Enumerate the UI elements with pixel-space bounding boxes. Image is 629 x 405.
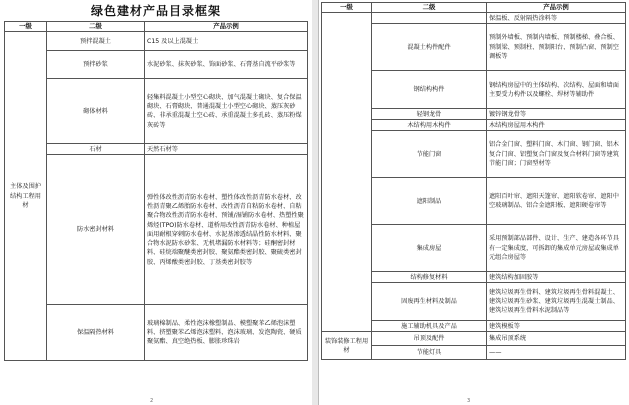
- page-number-left: 2: [150, 398, 154, 404]
- level2-cell: 砌体材料: [47, 79, 145, 144]
- table-row: [322, 332, 626, 346]
- level2-cell: 结构修复材料: [372, 272, 487, 283]
- catalog-table-right: [321, 2, 626, 360]
- example-cell: 集成吊顶系统: [487, 332, 626, 346]
- header-level2: 二级: [47, 22, 145, 32]
- example-cell: ——: [487, 346, 626, 360]
- level2-cell: 混凝土构件配件: [372, 24, 487, 71]
- example-cell: 轻集料混凝土小型空心砌块、加气混凝土砌块、复合保温砌块、石膏砌块、普通混凝土小型空心砌块、蒸压灰砂砖、非承重混凝土空心砖、承重混凝土多孔砖、蒸压粉煤灰砖等: [145, 79, 308, 144]
- table-header-row: [5, 22, 308, 32]
- table-row: [5, 79, 308, 144]
- header-level1: 一级: [322, 3, 372, 13]
- example-cell: 采用预制部品部件、设计、生产、建造各环节具有一定集成度，可拆卸的集成单元房屋或集成单元组合房屋等: [487, 225, 626, 272]
- level2-cell: 施工辅助机具及产品: [372, 321, 487, 332]
- level2-cell: 节能门窗: [372, 131, 487, 178]
- example-cell: 水泥砂浆、抹灰砂浆、饰面砂浆、石膏基自流平砂浆等: [145, 51, 308, 79]
- level2-cell: 遮阳制品: [372, 178, 487, 225]
- example-cell: 镀锌钢龙骨等: [487, 109, 626, 120]
- category-continued: [322, 13, 372, 332]
- level2-cell: 木结构用木构件: [372, 120, 487, 131]
- example-cell: 建筑结构加固胶等: [487, 272, 626, 283]
- document-title: 绿色建材产品目录框架: [90, 4, 221, 18]
- category-structural: 主体及围护结构工程用材: [5, 32, 47, 361]
- level2-cell: 预拌砂浆: [47, 51, 145, 79]
- table-header-row: [322, 3, 626, 13]
- header-level2: 二级: [372, 3, 487, 13]
- example-cell: 钢结构房屋中的主体结构、次结构、屋面和墙面主要受力构件以及螺栓、焊材等辅助件: [487, 71, 626, 109]
- example-cell: 建筑垃圾再生骨料、建筑垃圾再生骨料混凝土、建筑垃圾再生砂浆、建筑垃圾再生混凝土制品、建筑垃圾再生骨料水泥制品等: [487, 283, 626, 321]
- level2-cell: 防水密封材料: [47, 155, 145, 305]
- example-cell: 保温板、反射隔热涂料等: [487, 13, 626, 24]
- table-row: [5, 155, 308, 305]
- left-page: [0, 0, 312, 405]
- example-cell: 遮阳百叶帘、遮阳天篷帘、遮阳软卷帘、遮阳中空玻璃制品、铝合金遮阳板、遮阳硬卷帘等: [487, 178, 626, 225]
- level2-cell: 集成房屋: [372, 225, 487, 272]
- example-cell: 预制外墙板、预制内墙板、预制楼梯、叠合板、预制梁、预制柱、预制阳台、预制凸窗、预制空调板等: [487, 24, 626, 71]
- catalog-table-left: [4, 21, 308, 361]
- level2-cell: 保温隔热材料: [47, 305, 145, 361]
- example-cell: C15 及以上混凝土: [145, 32, 308, 51]
- header-level1: 一级: [5, 22, 47, 32]
- example-cell: 弹性体改性沥青防水卷材、塑性体改性沥青防水卷材、改性沥青聚乙烯胎防水卷材、改性沥青自粘防水卷材、自粘聚合物改性沥青防水卷材、预铺/湿铺防水卷材、热塑性聚烯烃(TPO)防水卷材、道桥用改性沥青防水卷材、种植屋面用耐根穿刺防水卷材、水泥基渗透结晶性防水材料、聚合物水泥防水砂浆、无机堵漏防水材料等；硅酮密封材料、硅烷端聚醚类密封胶、聚氨酯类密封胶、聚硫类密封胶、丙烯酸类密封胶、丁基类密封胶等: [145, 155, 308, 305]
- example-cell: 天然石材等: [145, 144, 308, 155]
- example-cell: 玻璃棉制品、柔性泡沫橡塑制品、模塑聚苯乙烯泡沫塑料、挤塑聚苯乙烯泡沫塑料、泡沫玻璃、发泡陶瓷、硬质聚氨酯、真空绝热板、膨胀珍珠岩: [145, 305, 308, 361]
- level2-cell: 节能灯具: [372, 346, 487, 360]
- table-row: [322, 13, 626, 24]
- table-row: [5, 144, 308, 155]
- table-row: [5, 305, 308, 361]
- level2-cell: 预拌混凝土: [47, 32, 145, 51]
- example-cell: 建筑模板等: [487, 321, 626, 332]
- page-number-right: 3: [467, 398, 471, 404]
- header-example: 产品示例: [145, 22, 308, 32]
- level2-cell: 石材: [47, 144, 145, 155]
- level2-cell: 吊顶及配件: [372, 332, 487, 346]
- category-decoration: 装饰装修工程用材: [322, 332, 372, 360]
- level2-cell: 固废再生材料及制品: [372, 283, 487, 321]
- right-page: [318, 0, 629, 405]
- header-example: 产品示例: [487, 3, 626, 13]
- table-row: [5, 51, 308, 79]
- example-cell: 铝合金门窗、塑料门窗、木门窗、钢门窗、铝木复合门窗、铝塑复合门窗及复合材料门窗等建筑节能门窗；门窗型材等: [487, 131, 626, 178]
- level2-cell: [372, 13, 487, 24]
- level2-cell: 钢结构构件: [372, 71, 487, 109]
- example-cell: 木结构房屋用木构件: [487, 120, 626, 131]
- table-row: [5, 32, 308, 51]
- level2-cell: 轻钢龙骨: [372, 109, 487, 120]
